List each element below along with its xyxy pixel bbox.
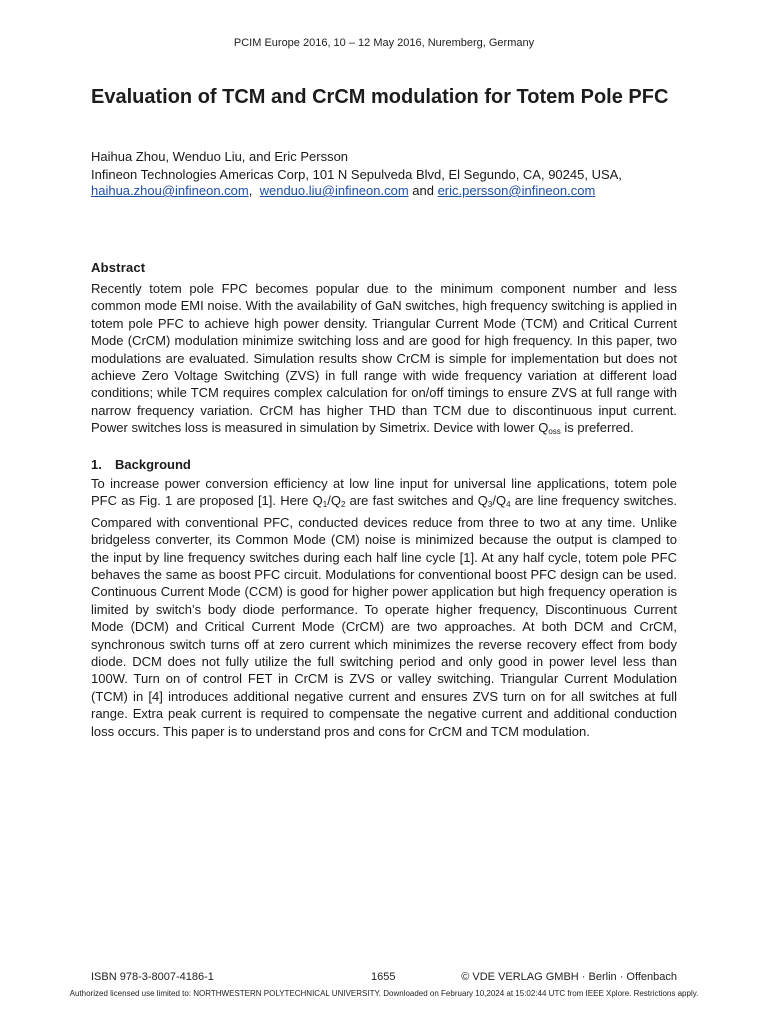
email-line <box>91 183 595 198</box>
section-title: Background <box>115 457 191 472</box>
email-separator: , <box>248 183 260 198</box>
page-number: 1655 <box>371 971 396 983</box>
abstract-body-end: is preferred. <box>560 420 634 436</box>
background-text <box>91 475 677 740</box>
section-heading-background <box>91 457 191 472</box>
background-body: are line frequency switches. Compared with conventional PFC, conducted devices reduce from three to two at any time. Unlike bridgeless converter, its Common Mode (CM) noise is minimized because the output is clamped to the input by line frequency switches during each half line cycle [1]. At any half cycle, totem pole PFC behaves the same as boost PFC circuit. Modulations for conventional boost PFC design can be used. Continuous Current Mode (CCM) is good for higher power application but high frequency operation is limited by switch’s body diode performance. To operate higher frequency, Discontinuous Current Mode (DCM) and Critical Current Mode (CrCM) are two approaches. At both DCM and CrCM, synchronous switch turns off at zero current which minimizes the reverse recovery effect from body diode. DCM does not fully utilize the full switching period and only good in power level less than 100W. Turn on of control FET in CrCM is ZVS or valley switching. Triangular Current Modulation (TCM) in [4] introduces additional negative current and ensures ZVS turn on for all switches at full range. Extra peak current is required to compensate the negative current and additional conduction loss occurs. This paper is to understand pros and cons for CrCM and TCM modulation. <box>91 493 677 739</box>
abstract-text <box>91 280 677 441</box>
subscript: 1 <box>322 500 328 510</box>
email-link-persson[interactable]: eric.persson@infineon.com <box>437 183 596 198</box>
background-body: /Q <box>327 493 341 509</box>
email-separator: and <box>408 183 438 198</box>
subscript: 3 <box>487 500 493 510</box>
subscript: oss <box>548 427 561 437</box>
subscript: 2 <box>340 500 346 510</box>
abstract-body: Recently totem pole FPC becomes popular due to the minimum component number and less common mode EMI noise. With the availability of GaN switches, high frequency switching is applied in totem pole PFC to achieve high power density. Triangular Current Mode (TCM) and Critical Current Mode (CrCM) modulation minimize switching loss and are good for high frequency. In this paper, two modulations are evaluated. Simulation results show CrCM is simple for implementation but does not achieve Zero Voltage Switching (ZVS) in full range with wide frequency variation at different load conditions; while TCM requires complex calculation for on/off timings to ensure ZVS at full range with narrow frequency variation. CrCM has higher THD than TCM due to discontinuous input current. Power switches loss is measured in simulation by Simetrix. Device with lower Q <box>91 281 677 436</box>
subscript: 4 <box>506 500 511 510</box>
paper-title: Evaluation of TCM and CrCM modulation for Totem Pole PFC <box>91 86 669 108</box>
email-link-liu[interactable]: wenduo.liu@infineon.com <box>259 183 409 198</box>
abstract-heading: Abstract <box>91 260 146 275</box>
section-number: 1. <box>91 457 102 472</box>
email-link-zhou[interactable]: haihua.zhou@infineon.com <box>91 183 249 198</box>
background-body: /Q <box>492 493 507 509</box>
background-body: To increase power conversion efficiency at low line input for universal line applications, totem pole PFC as Fig. 1 are proposed [1]. Here Q <box>91 476 677 509</box>
background-body: are fast switches and Q <box>345 493 488 509</box>
isbn: ISBN 978-3-8007-4186-1 <box>91 971 214 983</box>
conference-header: PCIM Europe 2016, 10 – 12 May 2016, Nuremberg, Germany <box>233 37 535 49</box>
affiliation: Infineon Technologies Americas Corp, 101 N Sepulveda Blvd, El Segundo, CA, 90245, USA, <box>91 167 622 182</box>
publisher: © VDE VERLAG GMBH · Berlin · Offenbach <box>461 971 677 983</box>
author-list: Haihua Zhou, Wenduo Liu, and Eric Persson <box>91 149 349 164</box>
license-notice: Authorized licensed use limited to: NORTHWESTERN POLYTECHNICAL UNIVERSITY. Downloaded on February 10,2024 at 15:02:44 UTC from IEEE Xplore. Restrictions apply. <box>69 989 699 998</box>
